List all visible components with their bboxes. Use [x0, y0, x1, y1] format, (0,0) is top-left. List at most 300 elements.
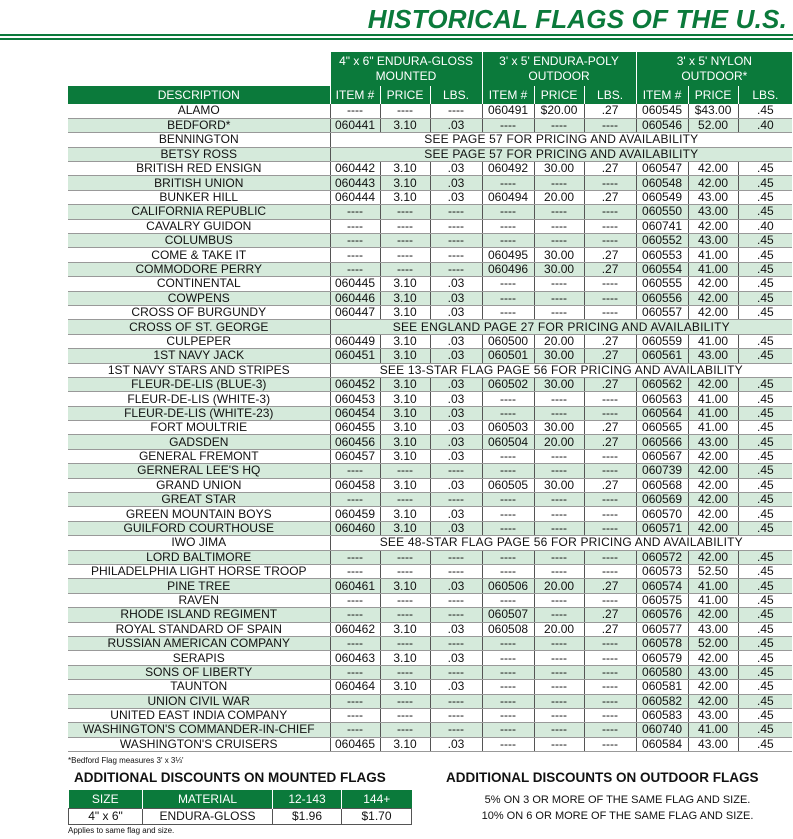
table-row	[68, 565, 792, 579]
table-cell: 060506	[482, 579, 534, 593]
table-cell: 060502	[482, 377, 534, 391]
table-cell: 060581	[636, 680, 688, 694]
table-cell: 43.00	[688, 349, 738, 363]
table-cell: .03	[430, 651, 482, 665]
table-cell: .45	[738, 651, 792, 665]
table-row	[68, 464, 792, 478]
table-cell: 41.00	[688, 392, 738, 406]
flag-description: CONTINENTAL	[68, 277, 330, 291]
table-cell: .45	[738, 694, 792, 708]
table-cell: ----	[534, 694, 584, 708]
table-cell: ----	[584, 665, 636, 679]
table-cell: 060584	[636, 737, 688, 751]
table-cell: 20.00	[534, 579, 584, 593]
table-row	[68, 579, 792, 593]
flag-description: PHILADELPHIA LIGHT HORSE TROOP	[68, 565, 330, 579]
table-cell: 060553	[636, 248, 688, 262]
outdoor-discounts-title: ADDITIONAL DISCOUNTS ON OUTDOOR FLAGS	[446, 770, 759, 785]
flag-description: BETSY ROSS	[68, 147, 330, 161]
table-cell: ----	[482, 651, 534, 665]
flag-description: FLEUR-DE-LIS (WHITE-3)	[68, 392, 330, 406]
flag-description: BUNKER HILL	[68, 190, 330, 204]
table-cell: 3.10	[380, 478, 430, 492]
table-cell: ----	[534, 737, 584, 751]
table-cell: 42.00	[688, 176, 738, 190]
table-cell: .27	[584, 421, 636, 435]
table-cell: ----	[330, 104, 380, 118]
table-cell: 3.10	[380, 579, 430, 593]
table-row	[68, 147, 792, 161]
mounted-discounts-table	[68, 790, 412, 825]
table-cell: .40	[738, 118, 792, 132]
table-cell: 060568	[636, 478, 688, 492]
table-cell: .45	[738, 421, 792, 435]
table-cell: ----	[380, 493, 430, 507]
table-cell: .27	[584, 190, 636, 204]
table-cell: ----	[380, 723, 430, 737]
table-row	[68, 636, 792, 650]
table-cell: ----	[330, 723, 380, 737]
table-cell: ----	[534, 118, 584, 132]
table-cell: 42.00	[688, 464, 738, 478]
table-cell: ----	[430, 464, 482, 478]
title-rule-second	[0, 38, 793, 40]
table-cell: .27	[584, 478, 636, 492]
table-cell: ----	[380, 234, 430, 248]
table-cell: ----	[380, 593, 430, 607]
table-cell: 060460	[330, 521, 380, 535]
table-cell: ----	[430, 550, 482, 564]
table-cell: ----	[584, 291, 636, 305]
table-row	[68, 190, 792, 204]
see-page-note: SEE PAGE 57 FOR PRICING AND AVAILABILITY	[330, 133, 792, 147]
flag-description: LORD BALTIMORE	[68, 550, 330, 564]
table-cell: 3.10	[380, 392, 430, 406]
table-cell: 060549	[636, 190, 688, 204]
table-cell: 42.00	[688, 277, 738, 291]
table-cell: 41.00	[688, 248, 738, 262]
table-row	[68, 737, 792, 751]
see-page-note: SEE ENGLAND PAGE 27 FOR PRICING AND AVAILABILITY	[330, 320, 792, 334]
table-cell: .45	[738, 636, 792, 650]
table-cell: 060463	[330, 651, 380, 665]
discount-cell: 4" x 6"	[69, 808, 143, 824]
table-row	[68, 291, 792, 305]
table-cell: ----	[534, 291, 584, 305]
table-cell: 41.00	[688, 421, 738, 435]
table-cell: ----	[380, 262, 430, 276]
group-header-endura-poly: 3' x 5' ENDURA-POLY OUTDOOR	[482, 52, 636, 86]
table-cell: 3.10	[380, 651, 430, 665]
table-cell: 060555	[636, 277, 688, 291]
table-cell: ----	[482, 277, 534, 291]
table-cell: .45	[738, 550, 792, 564]
table-cell: ----	[534, 464, 584, 478]
flag-description: 1ST NAVY STARS AND STRIPES	[68, 363, 330, 377]
flag-description: WASHINGTON'S CRUISERS	[68, 737, 330, 751]
table-cell: ----	[534, 277, 584, 291]
discount-column-header: 12-143	[273, 790, 342, 808]
table-cell: .45	[738, 234, 792, 248]
table-cell: ----	[482, 694, 534, 708]
table-cell: .27	[584, 248, 636, 262]
table-cell: 42.00	[688, 608, 738, 622]
table-cell: .03	[430, 579, 482, 593]
table-cell: .45	[738, 190, 792, 204]
table-cell: 060564	[636, 406, 688, 420]
flag-description: RAVEN	[68, 593, 330, 607]
table-cell: 060457	[330, 449, 380, 463]
table-cell: 43.00	[688, 234, 738, 248]
table-cell: ----	[380, 464, 430, 478]
table-cell: 20.00	[534, 622, 584, 636]
table-cell: ----	[482, 507, 534, 521]
table-cell: .45	[738, 565, 792, 579]
flag-description: BEDFORD*	[68, 118, 330, 132]
table-cell: 060571	[636, 521, 688, 535]
flag-description: GENERAL FREMONT	[68, 449, 330, 463]
table-row	[68, 234, 792, 248]
table-cell: ----	[380, 550, 430, 564]
table-row	[68, 521, 792, 535]
column-header: PRICE	[688, 86, 738, 104]
table-cell: ----	[584, 205, 636, 219]
flag-description: COLUMBUS	[68, 234, 330, 248]
table-cell: 3.10	[380, 190, 430, 204]
table-cell: 060459	[330, 507, 380, 521]
table-cell: 43.00	[688, 190, 738, 204]
flag-description: FORT MOULTRIE	[68, 421, 330, 435]
table-cell: 42.00	[688, 550, 738, 564]
table-cell: 42.00	[688, 680, 738, 694]
table-cell: ----	[330, 248, 380, 262]
table-cell: 060554	[636, 262, 688, 276]
discount-cell: $1.70	[342, 808, 412, 824]
table-cell: ----	[584, 565, 636, 579]
table-cell: ----	[584, 406, 636, 420]
table-cell: 3.10	[380, 305, 430, 319]
table-cell: ----	[430, 694, 482, 708]
discount-column-header: SIZE	[69, 790, 143, 808]
table-cell: 060501	[482, 349, 534, 363]
table-cell: 3.10	[380, 680, 430, 694]
table-cell: 060579	[636, 651, 688, 665]
table-cell: ----	[534, 176, 584, 190]
table-cell: ----	[584, 219, 636, 233]
table-cell: .45	[738, 248, 792, 262]
table-cell: ----	[584, 449, 636, 463]
table-cell: 060580	[636, 665, 688, 679]
discount-column-header: MATERIAL	[143, 790, 273, 808]
table-cell: 42.00	[688, 377, 738, 391]
table-cell: ----	[534, 723, 584, 737]
table-cell: 060566	[636, 435, 688, 449]
table-cell: 3.10	[380, 737, 430, 751]
table-cell: 42.00	[688, 162, 738, 176]
column-header: LBS.	[430, 86, 482, 104]
table-cell: ----	[330, 593, 380, 607]
flag-description: ALAMO	[68, 104, 330, 118]
table-cell: .45	[738, 435, 792, 449]
table-cell: .27	[584, 579, 636, 593]
table-cell: 42.00	[688, 651, 738, 665]
table-cell: ----	[380, 694, 430, 708]
discount-column-header: 144+	[342, 790, 412, 808]
table-cell: 060507	[482, 608, 534, 622]
table-cell: 52.50	[688, 565, 738, 579]
table-cell: 060561	[636, 349, 688, 363]
table-cell: .45	[738, 723, 792, 737]
table-cell: ----	[534, 493, 584, 507]
table-cell: ----	[430, 565, 482, 579]
table-cell: ----	[584, 694, 636, 708]
table-cell: ----	[380, 205, 430, 219]
table-cell: .03	[430, 478, 482, 492]
flag-description: CAVALRY GUIDON	[68, 219, 330, 233]
table-cell: ----	[584, 651, 636, 665]
discount-row	[69, 808, 412, 824]
table-cell: 060550	[636, 205, 688, 219]
flag-description: WASHINGTON'S COMMANDER-IN-CHIEF	[68, 723, 330, 737]
table-cell: ----	[380, 219, 430, 233]
table-cell: 3.10	[380, 377, 430, 391]
table-cell: ----	[430, 665, 482, 679]
flag-description: IWO JIMA	[68, 536, 330, 550]
table-cell: 3.10	[380, 421, 430, 435]
table-cell: .45	[738, 507, 792, 521]
table-cell: 42.00	[688, 493, 738, 507]
table-cell: ----	[482, 305, 534, 319]
see-page-note: SEE 48-STAR FLAG PAGE 56 FOR PRICING AND AVAILABILITY	[330, 536, 792, 550]
table-cell: 42.00	[688, 449, 738, 463]
table-row	[68, 305, 792, 319]
table-cell: 060505	[482, 478, 534, 492]
table-cell: 060449	[330, 334, 380, 348]
table-cell: .45	[738, 737, 792, 751]
table-row	[68, 493, 792, 507]
table-cell: ----	[584, 593, 636, 607]
table-cell: .03	[430, 162, 482, 176]
table-row	[68, 205, 792, 219]
table-cell: ----	[534, 521, 584, 535]
table-cell: .45	[738, 377, 792, 391]
table-cell: .45	[738, 277, 792, 291]
table-cell: 41.00	[688, 334, 738, 348]
table-cell: 060740	[636, 723, 688, 737]
table-cell: 42.00	[688, 305, 738, 319]
table-cell: 060452	[330, 377, 380, 391]
group-header-nylon: 3' x 5' NYLON OUTDOOR*	[636, 52, 792, 86]
table-cell: .27	[584, 349, 636, 363]
table-cell: ----	[584, 493, 636, 507]
table-cell: ----	[482, 118, 534, 132]
table-cell: ----	[430, 636, 482, 650]
table-cell: ----	[330, 205, 380, 219]
table-cell: .45	[738, 205, 792, 219]
table-cell: 41.00	[688, 262, 738, 276]
table-cell: ----	[534, 219, 584, 233]
flag-description: UNION CIVIL WAR	[68, 694, 330, 708]
table-cell: 060444	[330, 190, 380, 204]
table-row	[68, 478, 792, 492]
table-cell: ----	[534, 550, 584, 564]
table-cell: 060456	[330, 435, 380, 449]
table-cell: ----	[430, 262, 482, 276]
table-row	[68, 622, 792, 636]
flag-description: GREAT STAR	[68, 493, 330, 507]
table-cell: ----	[330, 262, 380, 276]
table-cell: 42.00	[688, 478, 738, 492]
table-cell: 060445	[330, 277, 380, 291]
table-cell: 42.00	[688, 694, 738, 708]
table-cell: ----	[534, 680, 584, 694]
column-header-row	[68, 86, 792, 104]
table-cell: ----	[534, 449, 584, 463]
table-cell: 060576	[636, 608, 688, 622]
table-row	[68, 435, 792, 449]
table-cell: ----	[330, 464, 380, 478]
table-cell: ----	[584, 723, 636, 737]
table-row	[68, 377, 792, 391]
table-cell: 060447	[330, 305, 380, 319]
table-cell: 060559	[636, 334, 688, 348]
table-cell: .03	[430, 190, 482, 204]
table-cell: 30.00	[534, 421, 584, 435]
table-cell: .45	[738, 708, 792, 722]
table-cell: 060582	[636, 694, 688, 708]
table-row	[68, 708, 792, 722]
table-cell: .45	[738, 392, 792, 406]
table-cell: 3.10	[380, 349, 430, 363]
flag-description: CROSS OF ST. GEORGE	[68, 320, 330, 334]
table-cell: ----	[482, 636, 534, 650]
table-row	[68, 665, 792, 679]
column-header: PRICE	[380, 86, 430, 104]
table-cell: 060500	[482, 334, 534, 348]
table-cell: 060496	[482, 262, 534, 276]
flag-description: GERNERAL LEE'S HQ	[68, 464, 330, 478]
table-row	[68, 118, 792, 132]
table-cell: .45	[738, 305, 792, 319]
table-cell: ----	[584, 176, 636, 190]
table-cell: 060562	[636, 377, 688, 391]
table-cell: ----	[330, 636, 380, 650]
table-row	[68, 133, 792, 147]
table-cell: ----	[330, 550, 380, 564]
table-cell: ----	[534, 608, 584, 622]
table-cell: ----	[584, 680, 636, 694]
table-cell: 20.00	[534, 190, 584, 204]
table-cell: ----	[534, 234, 584, 248]
flag-description: GREEN MOUNTAIN BOYS	[68, 507, 330, 521]
table-cell: 060572	[636, 550, 688, 564]
flag-description: CULPEPER	[68, 334, 330, 348]
table-row	[68, 536, 792, 550]
table-row	[68, 680, 792, 694]
table-cell: ----	[330, 608, 380, 622]
table-cell: 060583	[636, 708, 688, 722]
table-cell: 060547	[636, 162, 688, 176]
table-cell: .45	[738, 349, 792, 363]
table-cell: 3.10	[380, 277, 430, 291]
table-cell: 060556	[636, 291, 688, 305]
table-cell: .40	[738, 219, 792, 233]
table-cell: ----	[330, 708, 380, 722]
flag-description: CROSS OF BURGUNDY	[68, 305, 330, 319]
table-cell: .27	[584, 262, 636, 276]
flag-description: COWPENS	[68, 291, 330, 305]
table-cell: ----	[430, 248, 482, 262]
table-cell: .45	[738, 521, 792, 535]
table-cell: ----	[430, 219, 482, 233]
table-cell: .03	[430, 449, 482, 463]
table-cell: .03	[430, 377, 482, 391]
table-cell: .45	[738, 262, 792, 276]
flag-description: BRITISH UNION	[68, 176, 330, 190]
table-row	[68, 507, 792, 521]
flag-description: COMMODORE PERRY	[68, 262, 330, 276]
table-cell: 42.00	[688, 521, 738, 535]
flag-description: GUILFORD COURTHOUSE	[68, 521, 330, 535]
flag-description: GRAND UNION	[68, 478, 330, 492]
flag-description: COME & TAKE IT	[68, 248, 330, 262]
discount-cell: ENDURA-GLOSS	[143, 808, 273, 824]
table-row	[68, 104, 792, 118]
table-cell: 41.00	[688, 723, 738, 737]
table-cell: .45	[738, 593, 792, 607]
table-cell: 060494	[482, 190, 534, 204]
table-cell: 060574	[636, 579, 688, 593]
table-cell: 060441	[330, 118, 380, 132]
table-cell: 41.00	[688, 593, 738, 607]
table-cell: ----	[534, 205, 584, 219]
bedford-footnote: *Bedford Flag measures 3' x 3⅓'	[68, 756, 184, 765]
table-row	[68, 593, 792, 607]
table-row	[68, 449, 792, 463]
outdoor-discount-line: 10% ON 6 OR MORE OF THE SAME FLAG AND SIZE.	[481, 810, 754, 822]
table-cell: ----	[380, 708, 430, 722]
table-cell: 41.00	[688, 579, 738, 593]
table-cell: ----	[330, 493, 380, 507]
table-cell: 060492	[482, 162, 534, 176]
table-cell: .45	[738, 334, 792, 348]
flag-description: CALIFORNIA REPUBLIC	[68, 205, 330, 219]
table-cell: ----	[330, 665, 380, 679]
table-cell: 060453	[330, 392, 380, 406]
table-cell: 20.00	[534, 334, 584, 348]
table-cell: ----	[534, 305, 584, 319]
column-header: DESCRIPTION	[68, 86, 330, 104]
table-cell: ----	[534, 636, 584, 650]
table-cell: ----	[430, 593, 482, 607]
table-cell: 060454	[330, 406, 380, 420]
table-cell: ----	[380, 565, 430, 579]
table-cell: 43.00	[688, 622, 738, 636]
table-cell: 060563	[636, 392, 688, 406]
mounted-discounts-note: Applies to same flag and size.	[68, 826, 175, 835]
group-header-row	[68, 52, 792, 86]
table-cell: 060545	[636, 104, 688, 118]
flag-description: BRITISH RED ENSIGN	[68, 162, 330, 176]
table-cell: ----	[534, 708, 584, 722]
outdoor-discount-line: 5% ON 3 OR MORE OF THE SAME FLAG AND SIZE.	[484, 794, 751, 806]
table-row	[68, 723, 792, 737]
flag-description: TAUNTON	[68, 680, 330, 694]
table-cell: ----	[430, 205, 482, 219]
table-cell: ----	[430, 608, 482, 622]
table-cell: 060548	[636, 176, 688, 190]
table-cell: ----	[482, 521, 534, 535]
